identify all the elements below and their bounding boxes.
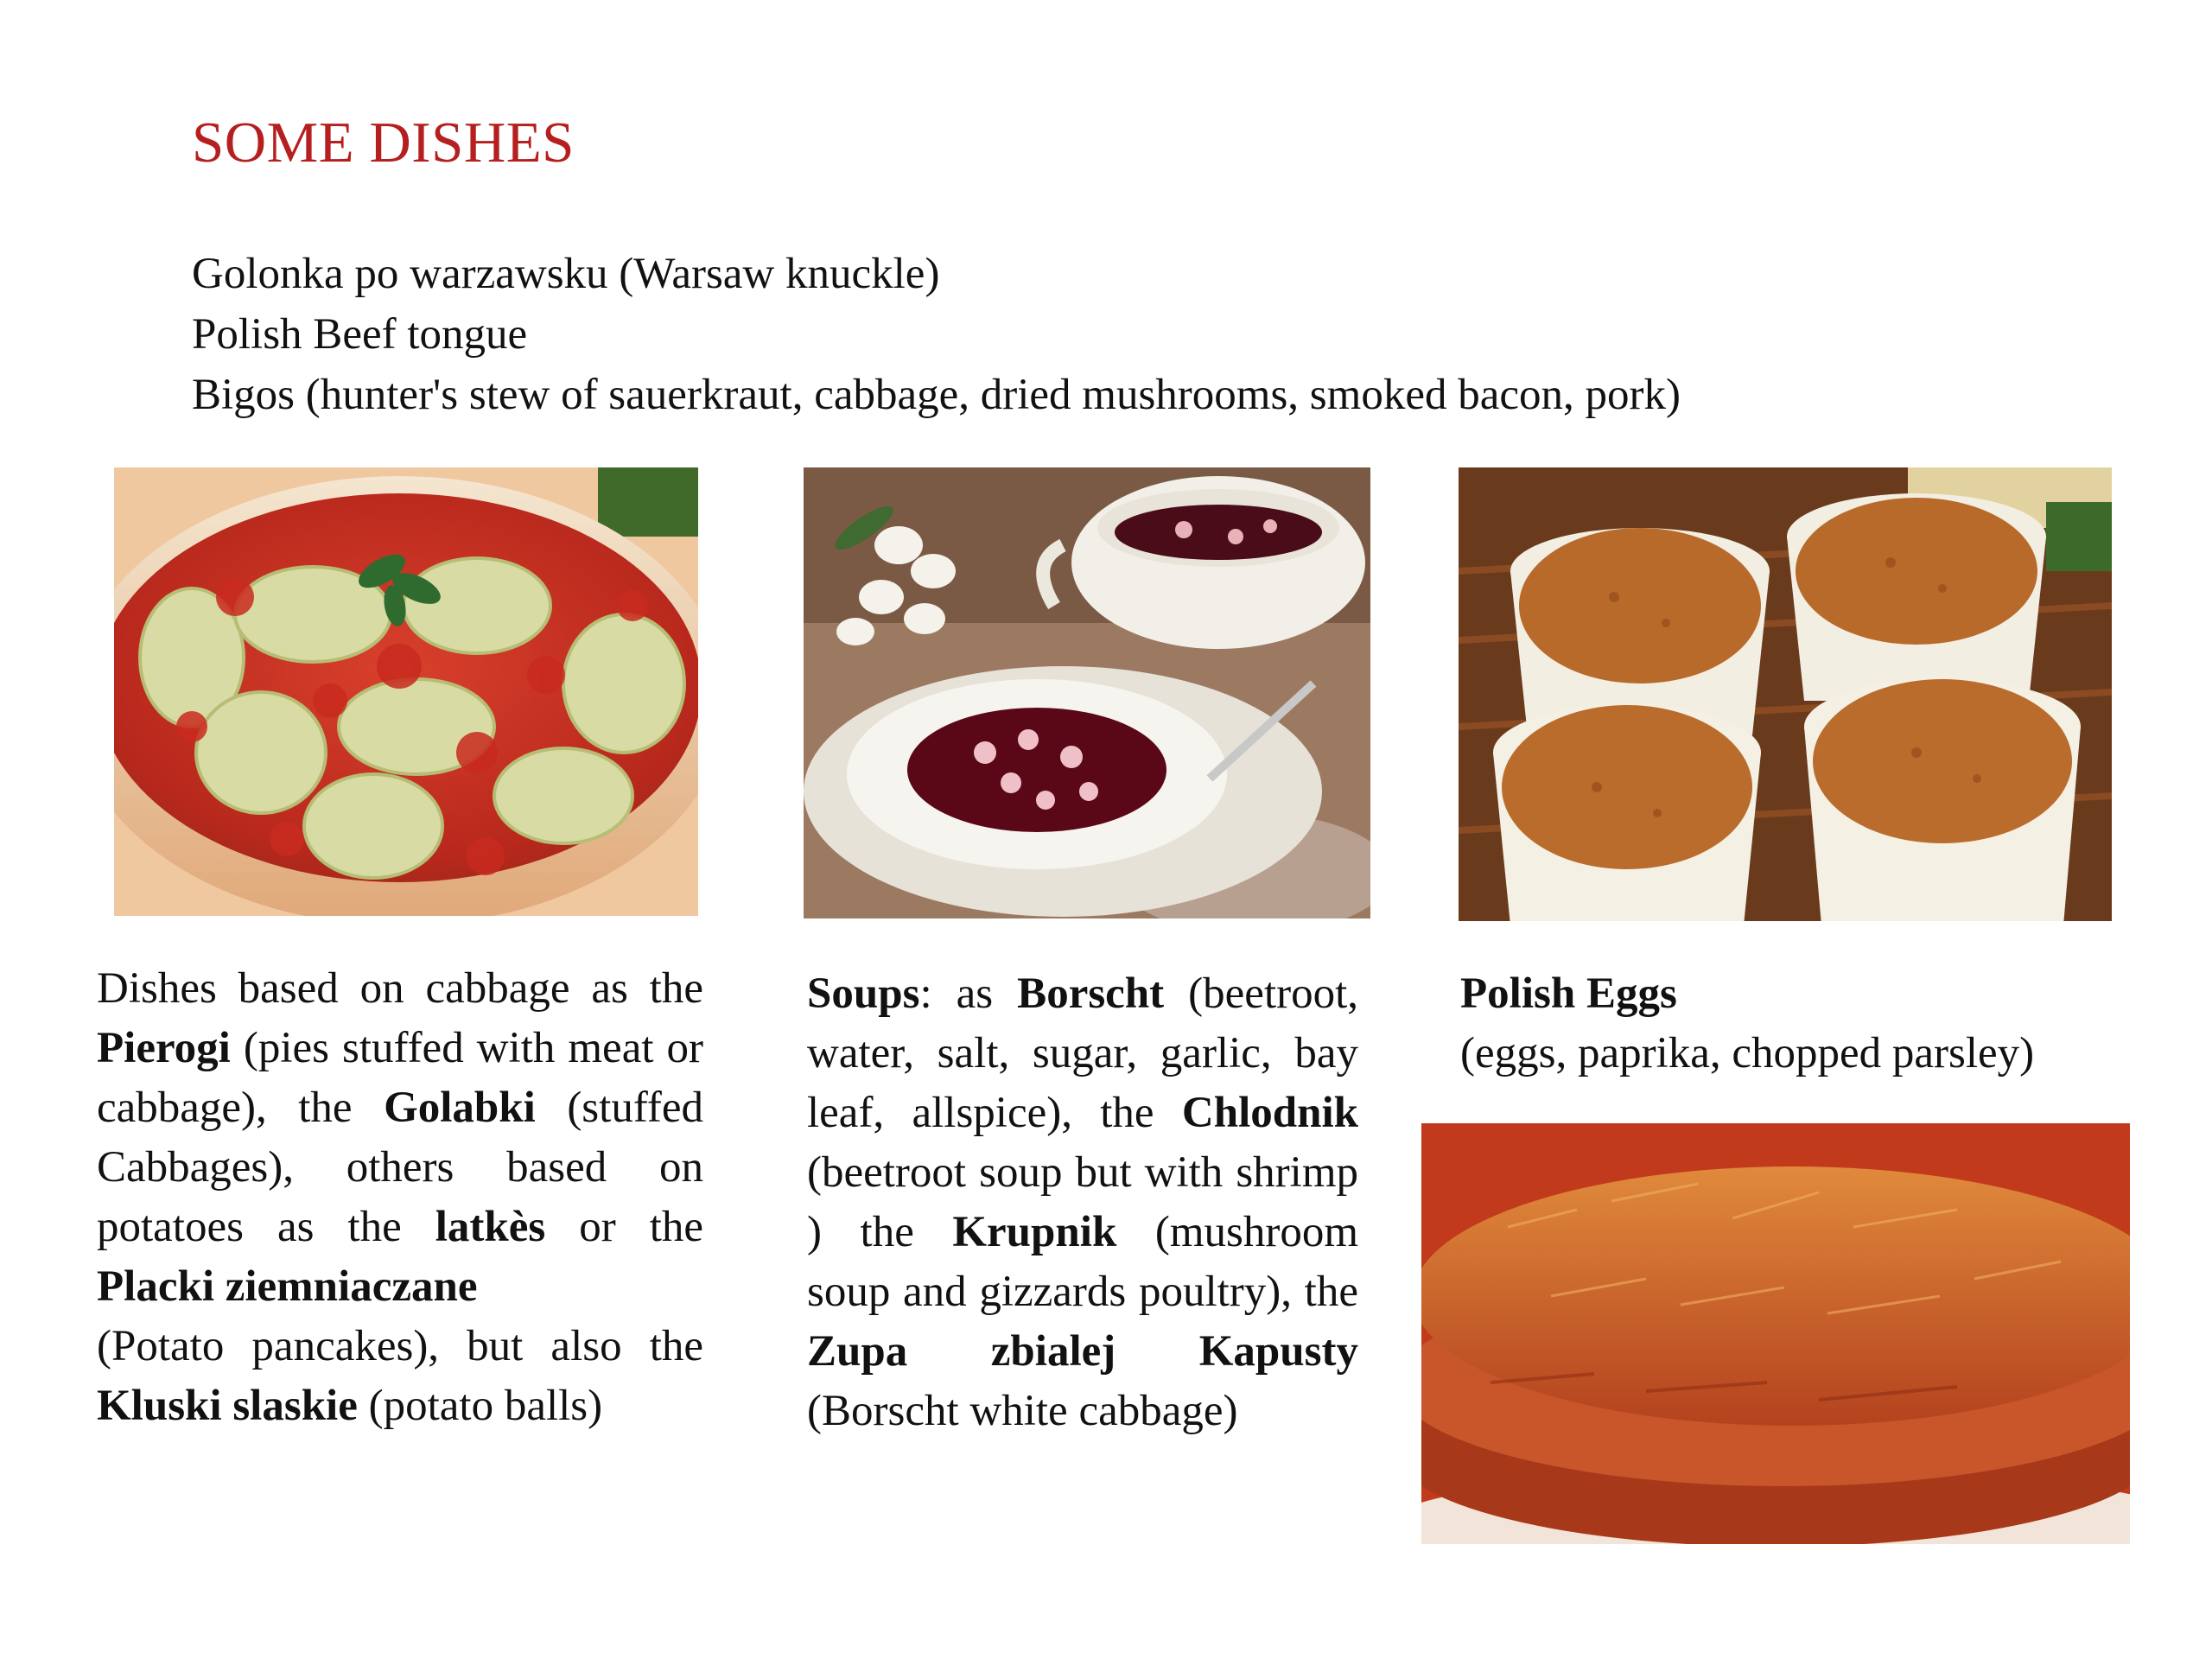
latkes-term: latkès	[435, 1203, 546, 1251]
pierogi-term: Pierogi	[97, 1024, 231, 1072]
borscht-photo	[804, 467, 1370, 918]
soups-text: Soups: as Borscht (beetroot, water, salt, sugar, garlic, bay leaf, allspice), the Chlodnik (beetroot soup but with shrimp ) the Krupnik (mushroom soup and gizzards poultry), the Zupa zbialej Kapusty (Borscht white cabbage)	[807, 969, 1359, 1435]
potato-pancakes-photo	[1421, 1123, 2130, 1544]
intro-dish-list	[192, 244, 1681, 425]
kluski-term: Kluski slaskie	[97, 1382, 358, 1430]
golabki-term: Golabki	[384, 1084, 536, 1132]
golabki-photo	[114, 467, 698, 916]
slide-title: SOME DISHES	[192, 111, 575, 175]
intro-item-bigos: Bigos (hunter's stew of sauerkraut, cabbage, dried mushrooms, smoked bacon, pork)	[192, 371, 1681, 419]
krupnik-term: Krupnik	[952, 1208, 1117, 1256]
cabbage-potato-dishes-text: Dishes based on cabbage as the Pierogi (pies stuffed with meat or cabbage), the Golabki (stuffed Cabbages), others based on potatoes as the latkès or the Placki ziemniaczane (Potato pancakes), but also the Kluski slaskie (potato balls)	[97, 964, 704, 1430]
polish-eggs-term: Polish Eggs	[1460, 969, 1677, 1018]
intro-item-beef-tongue: Polish Beef tongue	[192, 310, 528, 359]
polish-eggs-ingredients: (eggs, paprika, chopped parsley)	[1460, 1029, 2035, 1077]
borscht-term: Borscht	[1017, 969, 1165, 1018]
placki-term: Placki ziemniaczane	[97, 1262, 478, 1311]
zupa-term: Zupa zbialej Kapusty	[807, 1327, 1358, 1376]
polish-eggs-photo	[1459, 467, 2112, 921]
chlodnik-term: Chlodnik	[1181, 1089, 1358, 1137]
soups-term: Soups	[807, 969, 920, 1018]
intro-item-golonka: Golonka po warzawsku (Warsaw knuckle)	[192, 250, 940, 298]
polish-eggs-text	[1460, 964, 2134, 1084]
